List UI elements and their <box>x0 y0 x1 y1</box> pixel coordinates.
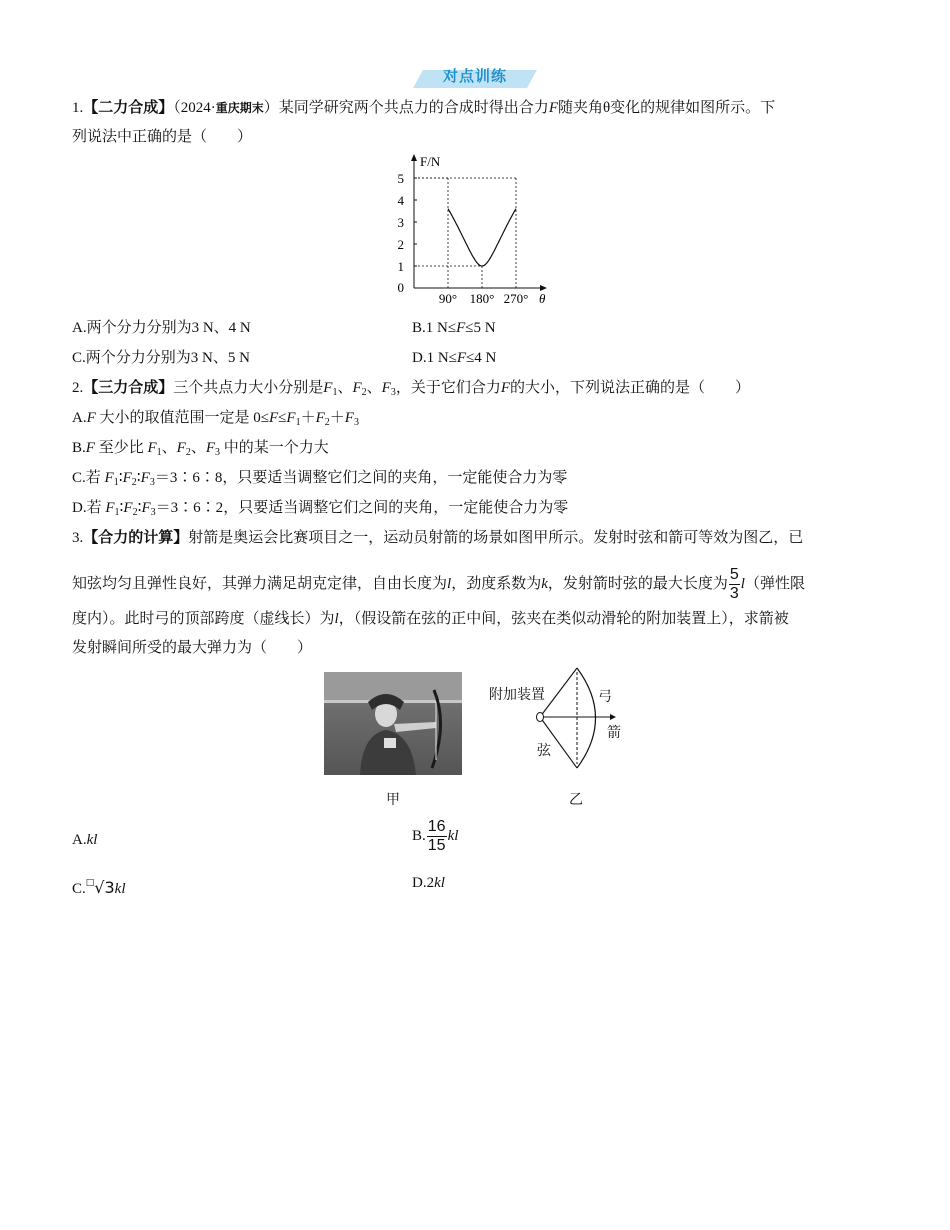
chart-guides <box>414 178 516 288</box>
string-upper <box>540 668 577 717</box>
q2-b-f2: F <box>176 440 186 456</box>
q2-option-d[interactable] <box>72 498 568 518</box>
q3-frac-den: 3 <box>729 585 739 602</box>
q2-b-mid: 至少比 <box>94 440 148 456</box>
q2-a-sub1: 1 <box>295 417 301 428</box>
q2-a-plus2: ＋ <box>329 410 345 426</box>
q2-b-sub3: 3 <box>215 447 220 458</box>
x-tick-label: 270° <box>503 291 529 306</box>
q2-c-ratio: ＝3∶6∶8 <box>154 470 223 486</box>
q2-c-f2: F <box>122 470 132 486</box>
q2-text-a: 三个共点力大小分别是 <box>173 380 324 396</box>
q1-source-open: （2024· <box>173 100 216 116</box>
x-tick-label: 90° <box>438 291 458 306</box>
q2-d-sub2: 2 <box>132 507 138 518</box>
q3-line-1 <box>72 528 803 548</box>
q3-l3b: ，（假设箭在弦的正中间，弦夹在类似动滑轮的附加装置上），求箭被 <box>338 611 789 627</box>
q2-a-f-1: F <box>286 410 296 426</box>
q2-f3: F <box>381 380 391 396</box>
q2-tag: 【三力合成】 <box>83 380 174 396</box>
q3-l2b: ，劲度系数为 <box>451 575 542 592</box>
q3-c-glyph: □ <box>85 878 95 888</box>
q2-d-f1: F <box>105 500 115 516</box>
y-tick-label: 2 <box>397 237 404 252</box>
q2-f3-sub: 3 <box>390 387 396 398</box>
q3-d-pre: D.2 <box>412 875 435 891</box>
q1-var-f: F <box>548 100 558 116</box>
q3-line-2 <box>72 566 805 603</box>
q1-option-d-pre: D.1 N≤ <box>412 350 457 366</box>
q2-c-post: ，只要适当调整它们之间的夹角，一定能使合力为零 <box>222 470 568 486</box>
chart-axes <box>411 154 547 306</box>
q3-l2c: ，发射箭时弦的最大长度为 <box>547 575 728 592</box>
q1-option-b-pre: B.1 N≤ <box>412 320 457 336</box>
q1-option-b-var: F <box>456 320 466 336</box>
caption-jia: 甲 <box>386 792 400 808</box>
q3-option-d[interactable] <box>412 873 445 893</box>
y-tick-label: 1 <box>397 259 404 274</box>
label-arrow: 箭 <box>607 725 621 741</box>
section-banner <box>413 64 537 88</box>
q1-line-1 <box>72 98 775 118</box>
banner-title: 对点训练 <box>442 67 507 85</box>
q2-b-post: 中的某一个力大 <box>220 440 329 456</box>
q2-c-colon1: ∶ <box>118 470 123 486</box>
q2-a-pre: A. <box>72 410 87 426</box>
y-tick-label: 4 <box>397 193 404 208</box>
q2-c-pre: C.若 <box>72 470 105 486</box>
q3-d-val: kl <box>434 875 445 891</box>
q2-option-a[interactable] <box>72 408 359 428</box>
q2-c-sub1: 1 <box>113 477 119 488</box>
q2-d-f3: F <box>141 500 151 516</box>
q1-option-d-var: F <box>456 350 467 366</box>
q2-sep-2: 、 <box>366 380 382 396</box>
q2-c-sub2: 2 <box>131 477 137 488</box>
q3-var-l: l <box>447 575 452 592</box>
q3-frac-num: 5 <box>729 566 739 583</box>
q2-d-sub3: 3 <box>150 507 156 518</box>
q2-d-colon1: ∶ <box>119 500 124 516</box>
series-line <box>448 209 516 266</box>
y-axis-arrow-icon <box>411 154 417 161</box>
q3-var-k: k <box>541 575 548 592</box>
x-axis-label: θ <box>539 291 546 306</box>
q2-b-pre: B. <box>72 440 86 456</box>
q3-b-fraction <box>427 818 447 855</box>
q2-d-colon2: ∶ <box>137 500 142 516</box>
q2-d-pre: D.若 <box>72 500 106 516</box>
q1-option-c[interactable]: C.两个分力分别为3 N、5 N <box>72 350 250 366</box>
y-tick-label: 5 <box>397 171 404 186</box>
caption-yi: 乙 <box>569 792 583 808</box>
q2-f2-sub: 2 <box>361 387 367 398</box>
q3-c-pre: C. <box>72 881 86 897</box>
q3-option-a[interactable] <box>72 830 97 850</box>
q2-c-f1: F <box>104 470 114 486</box>
q3-a-pre: A. <box>72 832 87 848</box>
q2-b-sub1: 1 <box>156 447 162 458</box>
q3-fraction <box>729 566 740 603</box>
q3-c-val: kl <box>114 881 126 897</box>
q1-option-d-post: ≤4 N <box>466 350 497 366</box>
q2-sep-1: 、 <box>337 380 353 396</box>
q1-text-a: 某同学研究两个共点力的合成时得出合力 <box>278 100 549 116</box>
q3-line-3 <box>72 609 789 629</box>
chart-series <box>448 178 516 266</box>
q1-option-b-post: ≤5 N <box>465 320 496 336</box>
q3-line-4: 发射瞬间所受的最大弹力为（ ） <box>72 640 313 656</box>
q2-b-sep1: 、 <box>161 440 177 456</box>
y-axis-label: F/N <box>420 154 441 169</box>
q3-l2d: （弹性限 <box>744 575 805 592</box>
q2-b-f: F <box>85 440 95 456</box>
q2-b-f3: F <box>205 440 215 456</box>
q2-a-sub3: 3 <box>353 417 359 428</box>
q2-c-colon2: ∶ <box>136 470 141 486</box>
pulley-device-icon <box>537 713 544 722</box>
q2-a-plus1: ＋ <box>300 410 316 426</box>
q2-a-le: ≤ <box>278 410 287 426</box>
q1-chart <box>385 152 560 308</box>
q2-a-f-3: F <box>344 410 354 426</box>
q1-tag: 【二力合成】 <box>83 100 174 116</box>
q2-c-sub3: 3 <box>149 477 155 488</box>
q2-d-sub1: 1 <box>114 507 120 518</box>
q1-number: 1. <box>72 100 84 116</box>
q3-number: 3. <box>72 530 84 546</box>
q3-c-root: √3 <box>94 878 115 897</box>
bow-curve <box>577 668 596 768</box>
q2-d-f2: F <box>123 500 133 516</box>
q1-line-2: 列说法中正确的是（ ） <box>72 129 253 145</box>
y-tick-label: 3 <box>397 215 404 230</box>
q2-b-f1: F <box>147 440 157 456</box>
q2-a-mid: 大小的取值范围一定是 0≤ <box>95 410 269 426</box>
q1-option-b[interactable] <box>412 318 496 338</box>
q1-source-close: ） <box>263 100 279 116</box>
label-device: 附加装置 <box>489 687 545 703</box>
q2-f1: F <box>323 380 333 396</box>
q2-text-c: 的大小，下列说法正确的是（ ） <box>510 380 751 396</box>
q2-d-ratio: ＝3∶6∶2 <box>155 500 224 516</box>
q2-b-sub2: 2 <box>185 447 191 458</box>
label-string: 弦 <box>537 743 551 759</box>
q3-line1-text: 射箭是奥运会比赛项目之一，运动员射箭的场景如图甲所示。发射时弦和箭可等效为图乙，已 <box>188 530 804 546</box>
q2-f: F <box>500 380 511 396</box>
q2-line-1 <box>72 378 750 398</box>
q3-var-l3: l <box>334 611 339 627</box>
label-bow: 弓 <box>598 689 612 705</box>
q1-option-d[interactable] <box>412 348 496 368</box>
q2-a-f: F <box>86 410 96 426</box>
q2-number: 2. <box>72 380 84 396</box>
q3-tag: 【合力的计算】 <box>83 530 189 546</box>
q2-c-f3: F <box>140 470 150 486</box>
x-tick-label: 180° <box>469 291 495 306</box>
q3-b-den: 15 <box>427 837 446 854</box>
q2-a-sub2: 2 <box>324 417 330 428</box>
q3-b-num: 16 <box>427 818 446 835</box>
q2-b-sep2: 、 <box>190 440 206 456</box>
q3-option-b[interactable] <box>412 818 458 855</box>
q3-b-pre: B. <box>412 827 426 844</box>
q3-b-val: kl <box>447 827 459 844</box>
q2-f2: F <box>352 380 362 396</box>
q2-option-b[interactable] <box>72 438 329 458</box>
q2-a-f-2: F <box>315 410 325 426</box>
q1-text-b: 随夹角θ变化的规律如图所示。下 <box>557 100 776 116</box>
q2-text-b: ，关于它们合力 <box>395 380 501 396</box>
q3-option-c[interactable] <box>72 873 125 899</box>
q3-a-val: kl <box>86 832 98 848</box>
q2-option-c[interactable] <box>72 468 567 488</box>
q2-a-f2: F <box>269 410 279 426</box>
y-tick-label: 0 <box>397 280 404 295</box>
archer-illustration <box>324 672 462 775</box>
q2-f1-sub: 1 <box>332 387 338 398</box>
q3-var-l2: l <box>740 575 745 592</box>
q2-d-post: ，只要适当调整它们之间的夹角，一定能使合力为零 <box>223 500 569 516</box>
chart-ticks <box>398 171 529 306</box>
q1-source-name: 重庆期末 <box>215 101 264 115</box>
q3-l2a: 知弦均匀且弹性良好，其弹力满足胡克定律，自由长度为 <box>72 575 448 592</box>
q1-option-a[interactable]: A.两个分力分别为3 N、4 N <box>72 320 251 336</box>
q3-l3a: 度内）。此时弓的顶部跨度（虚线长）为 <box>72 611 335 627</box>
archer-photo <box>324 672 462 775</box>
arrow-head-icon <box>610 714 616 720</box>
